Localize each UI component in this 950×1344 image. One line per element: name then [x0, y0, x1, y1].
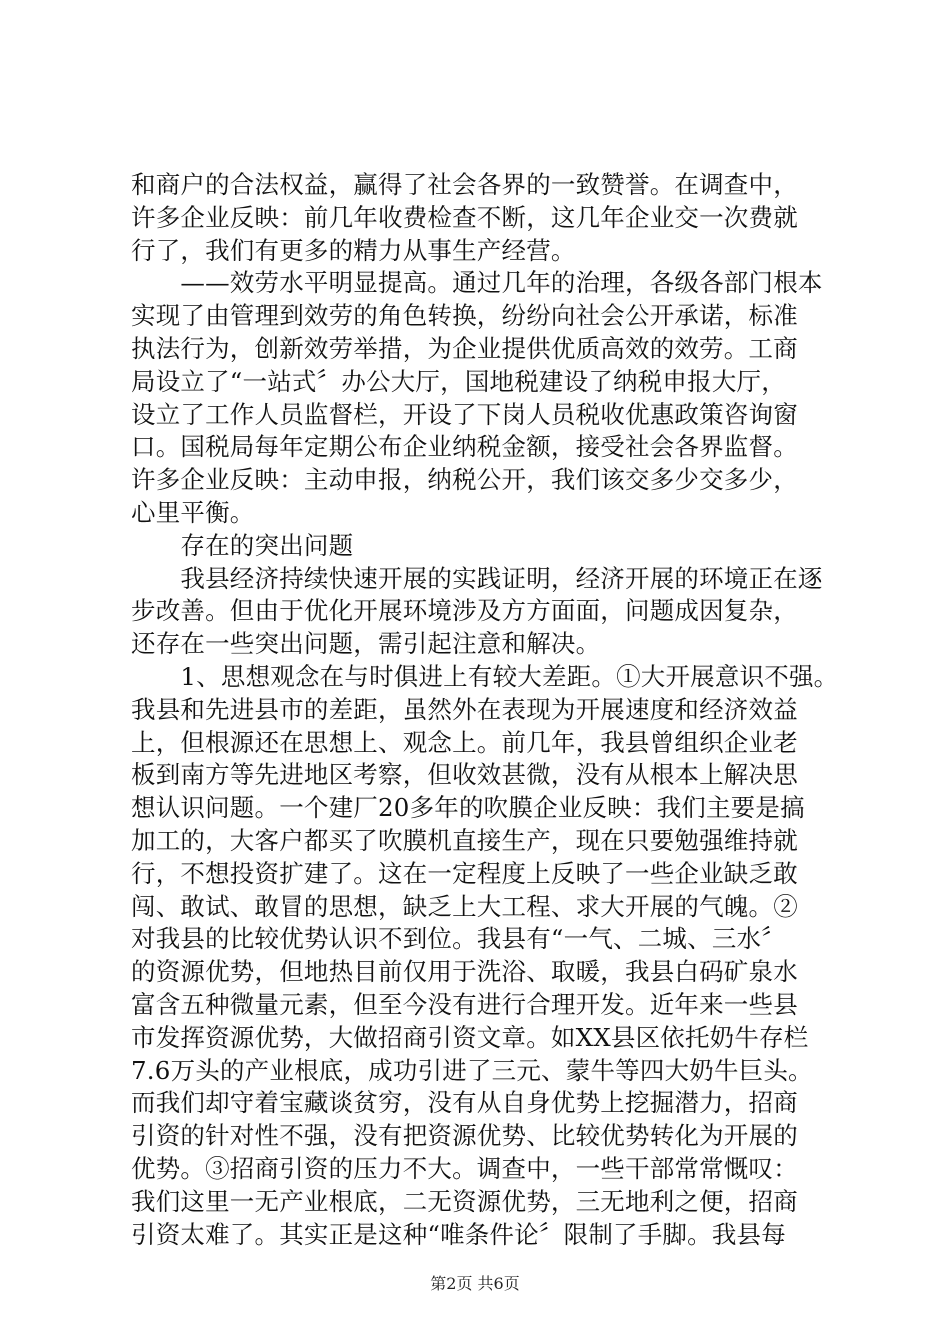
- text-line: 上，但根源还在思想上、观念上。前几年，我县曾组织企业老: [131, 727, 798, 757]
- text-line: 设立了工作人员监督栏，开设了下岗人员税收优惠政策咨询窗: [131, 399, 798, 429]
- text-line: 加工的，大客户都买了吹膜机直接生产，现在只要勉强维持就: [131, 825, 798, 855]
- text-line: 许多企业反映：前几年收费检查不断，这几年企业交一次费就: [131, 202, 798, 232]
- text-line: 富含五种微量元素，但至今没有进行合理开发。近年来一些县: [131, 989, 798, 1019]
- text-line: 和商户的合法权益，赢得了社会各界的一致赞誉。在调查中，: [131, 170, 798, 199]
- text-line: 行，不想投资扩建了。这在一定程度上反映了一些企业缺乏敢: [131, 858, 798, 888]
- section-heading: 存在的突出问题: [131, 530, 354, 560]
- text-line: 1、思想观念在与时俱进上有较大差距。①大开展意识不强。: [131, 661, 839, 691]
- text-line: 闯、敢试、敢冒的思想，缺乏上大工程、求大开展的气魄。②: [131, 891, 798, 921]
- text-line: 而我们却守着宝藏谈贫穷，没有从自身优势上挖掘潜力，招商: [131, 1088, 798, 1118]
- text-line: 7.6万头的产业根底，成功引进了三元、蒙牛等四大奶牛巨头。: [131, 1055, 813, 1085]
- text-line: 引资太难了。其实正是这种“唯条件论〞限制了手脚。我县每: [131, 1219, 786, 1249]
- text-line: 步改善。但由于优化开展环境涉及方方面面，问题成因复杂，: [131, 596, 798, 626]
- text-line: 优势。③招商引资的压力不大。调查中，一些干部常常慨叹：: [131, 1153, 798, 1183]
- text-line: 实现了由管理到效劳的角色转换，纷纷向社会公开承诺，标准: [131, 301, 798, 331]
- text-line: 局设立了“一站式〞办公大厅，国地税建设了纳税申报大厅，: [131, 366, 786, 396]
- page-number-footer: 第2页 共6页: [430, 1274, 520, 1293]
- text-line: 行了，我们有更多的精力从事生产经营。: [131, 235, 576, 265]
- text-line: 引资的针对性不强，没有把资源优势、比较优势转化为开展的: [131, 1121, 798, 1151]
- text-line: 对我县的比较优势认识不到位。我县有“一气、二城、三水〞: [131, 924, 786, 954]
- text-line: 我县经济持续快速开展的实践证明，经济开展的环境正在逐: [131, 563, 823, 593]
- text-line: 我们这里一无产业根底，二无资源优势，三无地利之便，招商: [131, 1186, 798, 1216]
- body-text: [131, 169, 851, 1251]
- text-line: 执法行为，创新效劳举措，为企业提供优质高效的效劳。工商: [131, 333, 798, 363]
- text-line: 心里平衡。: [131, 497, 255, 527]
- text-line: ——效劳水平明显提高。通过几年的治理，各级各部门根本: [131, 268, 823, 298]
- text-line: 市发挥资源优势，大做招商引资文章。如XX县区依托奶牛存栏: [131, 1022, 809, 1052]
- text-line: 口。国税局每年定期公布企业纳税金额，接受社会各界监督。: [131, 432, 798, 462]
- text-line: 想认识问题。一个建厂20多年的吹膜企业反映：我们主要是搞: [131, 793, 805, 823]
- text-line: 的资源优势，但地热目前仅用于洗浴、取暖，我县白码矿泉水: [131, 957, 798, 987]
- text-line: 许多企业反映：主动申报，纳税公开，我们该交多少交多少，: [131, 465, 798, 495]
- text-line: 还存在一些突出问题，需引起注意和解决。: [131, 629, 601, 659]
- text-line: 板到南方等先进地区考察，但收效甚微，没有从根本上解决思: [131, 760, 798, 790]
- text-line: 我县和先进县市的差距，虽然外在表现为开展速度和经济效益: [131, 694, 798, 724]
